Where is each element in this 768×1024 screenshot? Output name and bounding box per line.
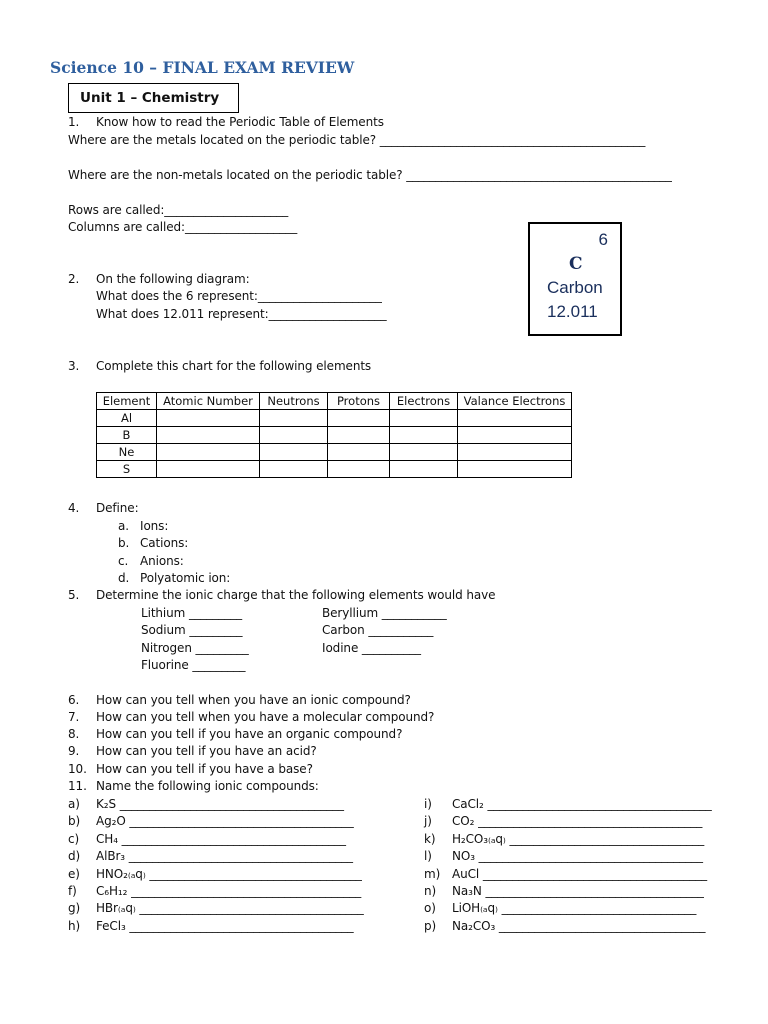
compound-label: o) (424, 901, 436, 916)
question-number: 4. (68, 501, 80, 515)
compound-formula: HBr₍ₐq₎ (96, 901, 136, 916)
unit-heading: Unit 1 – Chemistry (80, 90, 220, 106)
q5-fluorine: Fluorine _________ (141, 658, 246, 672)
carbon-element-tile (528, 222, 622, 336)
compound-label: p) (424, 918, 437, 933)
answer-blank[interactable]: ______________________________________ (487, 797, 712, 811)
question-10: 10. How can you tell if you have a base? (68, 762, 313, 776)
q5-beryllium: Beryllium ___________ (322, 606, 447, 620)
question-8: 8. How can you tell if you have an organic compound? (68, 727, 403, 741)
answer-cell[interactable] (157, 427, 260, 444)
compound-label: a) (68, 797, 80, 811)
answer-cell[interactable] (260, 427, 328, 444)
compound-item (68, 883, 361, 900)
answer-blank[interactable]: _________________________________ (509, 831, 705, 846)
compound-label: m) (424, 866, 441, 881)
q1-columns-line: Columns are called:___________________ (68, 220, 298, 234)
compound-formula: Na₃N (452, 884, 482, 898)
q2-part-a: What does the 6 represent:_____________________ (96, 289, 382, 303)
answer-blank[interactable]: ______________________________________ (478, 849, 703, 864)
answer-cell[interactable] (458, 444, 572, 461)
answer-blank[interactable]: _________________________________ (501, 901, 697, 916)
q4-item-a: a. Ions: (118, 519, 169, 533)
answer-blank[interactable]: _______________________________________ (131, 884, 362, 898)
q5-nitrogen: Nitrogen _________ (141, 641, 249, 655)
answer-cell[interactable] (390, 427, 458, 444)
column-header: Neutrons (260, 393, 328, 410)
answer-cell[interactable] (458, 461, 572, 478)
compound-label: b) (68, 814, 81, 829)
compound-formula: FeCl₃ (96, 918, 126, 933)
question-9: 9. How can you tell if you have an acid? (68, 744, 317, 758)
compound-formula: C₆H₁₂ (96, 884, 128, 898)
answer-cell[interactable] (157, 410, 260, 427)
question-number: 2. (68, 272, 80, 286)
q1-nonmetals-line: Where are the non-metals located on the periodic table? _____________________________________________ (68, 168, 672, 182)
question-11: 11. Name the following ionic compounds: (68, 779, 319, 793)
question-number: 1. (68, 115, 80, 129)
compound-item (424, 831, 704, 848)
compound-item (68, 866, 362, 883)
page-title: Science 10 – FINAL EXAM REVIEW (50, 58, 355, 77)
column-header: Valance Electrons (458, 393, 572, 410)
compound-formula: K₂S (96, 797, 116, 811)
compound-item (424, 848, 703, 865)
answer-blank[interactable]: ____________________________________ (149, 866, 362, 881)
compound-item (68, 918, 354, 935)
question-2 (68, 271, 250, 288)
question-text: Define: (96, 501, 139, 515)
compound-item (424, 900, 696, 917)
answer-cell[interactable] (328, 461, 390, 478)
element-symbol: C (569, 254, 583, 274)
question-text: On the following diagram: (96, 272, 250, 286)
question-number: 3. (68, 359, 80, 373)
table-row (97, 410, 572, 427)
answer-blank[interactable]: ______________________________________ (482, 866, 708, 881)
compound-label: c) (68, 831, 80, 846)
answer-cell[interactable] (260, 410, 328, 427)
answer-cell[interactable] (260, 461, 328, 478)
answer-cell[interactable] (458, 427, 572, 444)
compound-label: i) (424, 797, 432, 811)
q4-item-b: b. Cations: (118, 536, 189, 550)
answer-cell[interactable] (157, 461, 260, 478)
compound-label: f) (68, 884, 77, 898)
question-number: 5. (68, 588, 80, 602)
compound-formula: Ag₂O (96, 814, 126, 829)
element-cell: S (97, 461, 157, 478)
compound-label: h) (68, 918, 81, 933)
answer-blank[interactable]: ______________________________________ (478, 814, 703, 829)
answer-cell[interactable] (390, 410, 458, 427)
compound-item (424, 796, 712, 813)
question-text: Complete this chart for the following elements (96, 359, 372, 373)
answer-blank[interactable]: ______________________________________ (119, 797, 344, 811)
answer-cell[interactable] (260, 444, 328, 461)
table-header-row (97, 393, 572, 410)
compound-formula: AuCl (452, 866, 480, 881)
answer-cell[interactable] (157, 444, 260, 461)
table-row (97, 444, 572, 461)
compound-label: j) (424, 814, 432, 829)
q4-item-d: d. Polyatomic ion: (118, 571, 231, 585)
compound-label: l) (424, 849, 432, 864)
answer-blank[interactable]: _____________________________________ (485, 884, 704, 898)
q4-item-c: c. Anions: (118, 554, 184, 568)
compound-item (68, 796, 344, 813)
answer-cell[interactable] (390, 461, 458, 478)
element-chart-table (96, 392, 572, 478)
answer-blank[interactable]: ______________________________________ (128, 849, 353, 864)
table-row (97, 427, 572, 444)
column-header: Electrons (390, 393, 458, 410)
atomic-mass: 12.011 (547, 302, 598, 321)
compound-label: g) (68, 901, 81, 916)
answer-cell[interactable] (458, 410, 572, 427)
compound-item (424, 883, 704, 900)
answer-cell[interactable] (328, 427, 390, 444)
compound-formula: CO₂ (452, 814, 475, 829)
answer-blank[interactable]: ______________________________________ (121, 831, 346, 846)
question-5 (68, 587, 495, 604)
unit-heading-box (68, 83, 239, 113)
question-4 (68, 500, 139, 517)
compound-item (424, 813, 702, 830)
answer-cell[interactable] (328, 410, 390, 427)
answer-blank[interactable]: ______________________________________ (129, 814, 354, 829)
question-text: Determine the ionic charge that the following elements would have (96, 588, 496, 602)
element-name: Carbon (547, 278, 603, 297)
compound-item (68, 848, 353, 865)
compound-formula: LiOH₍ₐq₎ (452, 901, 498, 916)
q5-sodium: Sodium _________ (141, 623, 243, 637)
atomic-number: 6 (598, 230, 608, 249)
compound-item (424, 918, 705, 935)
question-1 (68, 114, 384, 131)
q5-iodine: Iodine __________ (322, 641, 421, 655)
answer-cell[interactable] (390, 444, 458, 461)
compound-item (68, 831, 346, 848)
compound-formula: H₂CO₃₍ₐq₎ (452, 831, 506, 846)
q2-part-b: What does 12.011 represent:____________________ (96, 307, 387, 321)
element-cell: Ne (97, 444, 157, 461)
q5-carbon: Carbon ___________ (322, 623, 434, 637)
table-row (97, 461, 572, 478)
question-3 (68, 358, 371, 375)
column-header: Protons (328, 393, 390, 410)
question-6: 6. How can you tell when you have an ionic compound? (68, 693, 411, 707)
column-header: Element (97, 393, 157, 410)
compound-item (424, 866, 707, 883)
answer-blank[interactable]: ______________________________________ (129, 918, 354, 933)
element-cell: Al (97, 410, 157, 427)
compound-formula: HNO₂₍ₐq₎ (96, 866, 146, 881)
compound-label: n) (424, 884, 437, 898)
answer-blank[interactable]: ___________________________________ (498, 918, 706, 933)
question-text: Know how to read the Periodic Table of Elements (96, 115, 384, 129)
compound-formula: CaCl₂ (452, 797, 484, 811)
q1-metals-line: Where are the metals located on the periodic table? _____________________________________________ (68, 133, 646, 147)
compound-formula: Na₂CO₃ (452, 918, 496, 933)
answer-blank[interactable]: ______________________________________ (139, 901, 364, 916)
q5-lithium: Lithium _________ (141, 606, 243, 620)
column-header: Atomic Number (157, 393, 260, 410)
question-7: 7. How can you tell when you have a molecular compound? (68, 710, 435, 724)
answer-cell[interactable] (328, 444, 390, 461)
compound-formula: AlBr₃ (96, 849, 126, 864)
compound-label: e) (68, 866, 80, 881)
element-cell: B (97, 427, 157, 444)
compound-label: k) (424, 831, 436, 846)
compound-formula: NO₃ (452, 849, 475, 864)
compound-label: d) (68, 849, 81, 864)
compound-item (68, 813, 354, 830)
compound-formula: CH₄ (96, 831, 118, 846)
q1-rows-line: Rows are called:_____________________ (68, 203, 289, 217)
compound-item (68, 900, 364, 917)
